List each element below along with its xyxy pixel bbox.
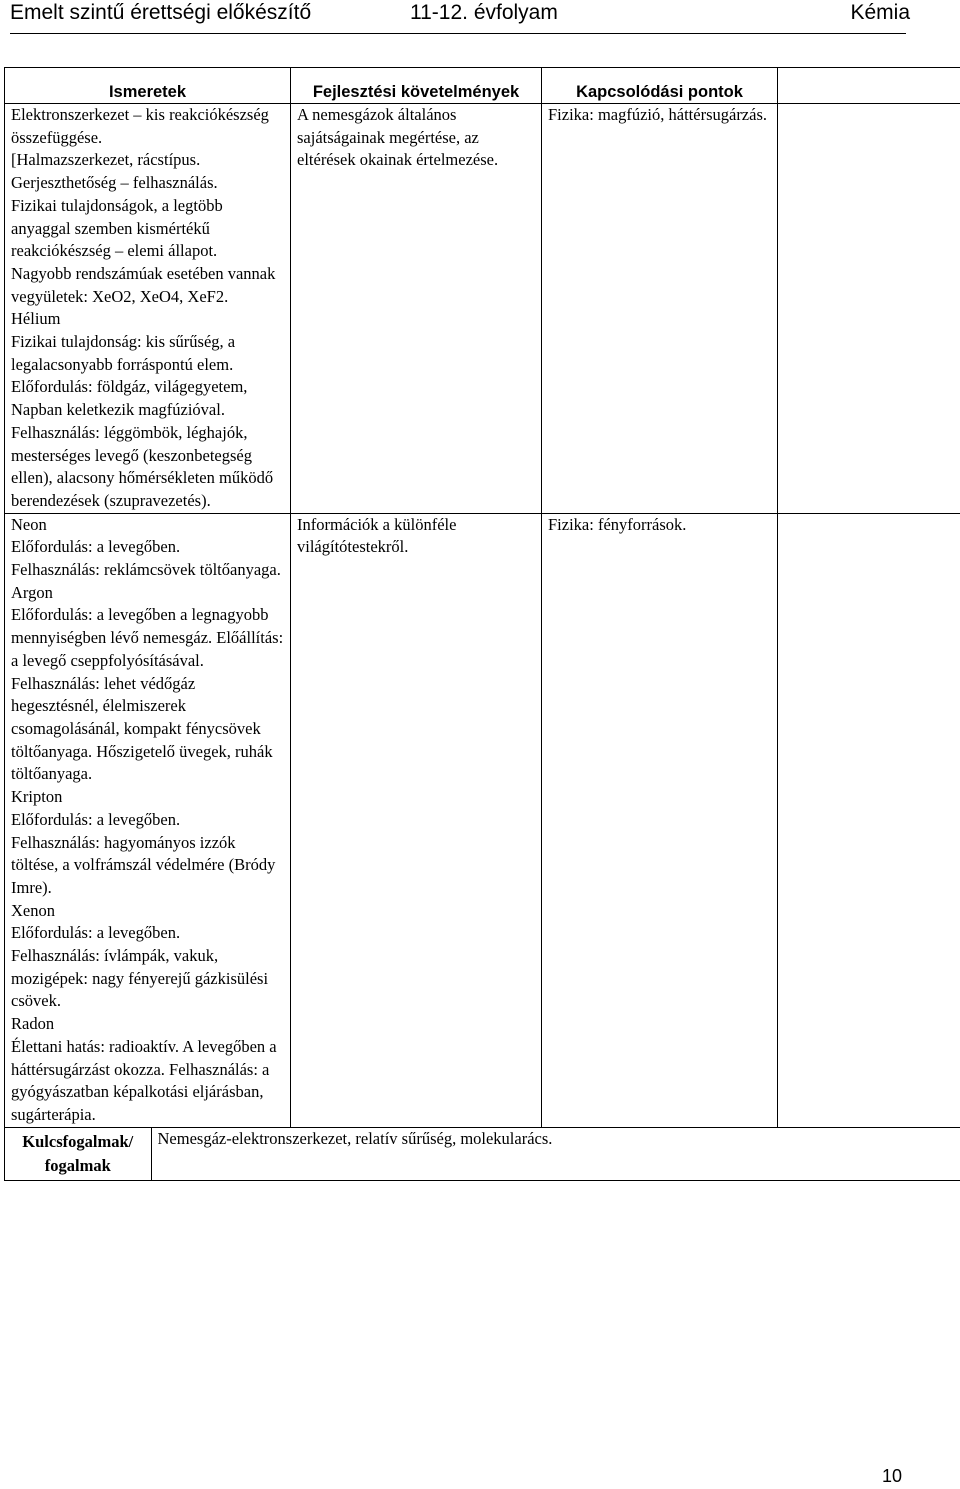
list-item: Neon: [11, 514, 47, 534]
kapcsolodasi-cell: Fizika: fényforrások.: [542, 513, 778, 1127]
ismeretek-cell: [5, 513, 291, 1127]
list-item: Fizikai tulajdonság: kis sűrűség, a legalacsonyabb forráspontú elem.: [11, 332, 236, 374]
list-item: Xenon: [11, 900, 55, 920]
empty-header-cell: [778, 68, 960, 104]
list-item: Nagyobb rendszámúak esetében vannak vegyületek: XeO2, XeO4, XeF2.: [11, 263, 276, 306]
table-row: [5, 513, 960, 1127]
kulcsfogalmak-label: Kulcsfogalmak/ fogalmak: [5, 1128, 151, 1180]
curriculum-table: [4, 67, 960, 1181]
list-item: Felhasználás: reklámcsövek töltőanyaga.: [11, 560, 281, 580]
list-item: Felhasználás: hagyományos izzók töltése, a volfrámszál védelmére (Bródy Imre).: [11, 832, 276, 897]
fejlesztesi-cell: Információk a különféle világítótestekről.: [291, 513, 542, 1127]
column-header-fejlesztesi: Fejlesztési követelmények: [291, 68, 542, 104]
kulcsfogalmak-row: [5, 1127, 960, 1180]
table-row: [5, 104, 960, 514]
kulcsfogalmak-table: [5, 1128, 960, 1180]
page-header: [10, 0, 910, 34]
list-item: Gerjeszthetőség – felhasználás.: [11, 173, 218, 193]
list-item: Előfordulás: a levegőben a legnagyobb mennyiségben lévő nemesgáz. Előállítás: a levegő cseppfolyósításával. Felhasználás: lehet védőgáz hegesztésnél, élelmiszerek csomagolásánál, kompakt fénycsövek töltőanyaga. Hőszigetelő üvegek, ruhák töltőanyaga.: [11, 605, 284, 784]
table-header-row: [5, 68, 960, 104]
list-item: Elektronszerkezet – kis reakciókészség összefüggése.: [11, 105, 269, 147]
list-item: Élettani hatás: radioaktív. A levegőben a háttérsugárzást okozza. Felhasználás: a gyógyászatban képalkotási eljárásban, sugárterápia.: [11, 1036, 277, 1124]
header-divider: [10, 33, 906, 34]
list-item: Radon: [11, 1014, 55, 1034]
list-item: Fizikai tulajdonságok, a legtöbb anyaggal szemben kismértékű reakciókészség – elemi állapot.: [11, 195, 223, 261]
empty-cell: [778, 513, 960, 1127]
list-item: Előfordulás: a levegőben.: [11, 923, 181, 943]
list-item: Előfordulás: a levegőben.: [11, 809, 181, 829]
list-item: Előfordulás: a levegőben.: [11, 537, 181, 557]
header-subject: Kémia: [850, 1, 910, 24]
column-header-ismeretek: Ismeretek: [5, 68, 291, 104]
list-item: Hélium: [11, 309, 61, 329]
empty-cell: [778, 104, 960, 514]
list-item: Előfordulás: földgáz, világegyetem, Napban keletkezik magfúzióval. Felhasználás: léggömbök, léghajók, mesterséges levegő (keszonbetegség ellen), alacsony hőmérsékleten működő berendezések (szupravezetés).: [11, 377, 274, 510]
page-number: 10: [881, 1466, 902, 1486]
list-item: Kripton: [11, 787, 63, 807]
fejlesztesi-cell: A nemesgázok általános sajátságainak megértése, az eltérések okainak értelmezése.: [291, 104, 542, 514]
ismeretek-cell: [5, 104, 291, 514]
header-title: Emelt szintű érettségi előkészítő: [10, 1, 312, 24]
column-header-kapcsolodasi: Kapcsolódási pontok: [542, 68, 778, 104]
list-item: [Halmazszerkezet, rácstípus.: [11, 150, 201, 170]
kulcsfogalmak-text: Nemesgáz-elektronszerkezet, relatív sűrűség, molekularács.: [157, 1128, 553, 1148]
kapcsolodasi-cell: Fizika: magfúzió, háttérsugárzás.: [542, 104, 778, 514]
list-item: Felhasználás: ívlámpák, vakuk, mozigépek: nagy fényerejű gázkisülési csövek.: [11, 946, 269, 1011]
list-item: Argon: [11, 582, 53, 602]
header-grade: 11-12. évfolyam: [410, 1, 558, 24]
